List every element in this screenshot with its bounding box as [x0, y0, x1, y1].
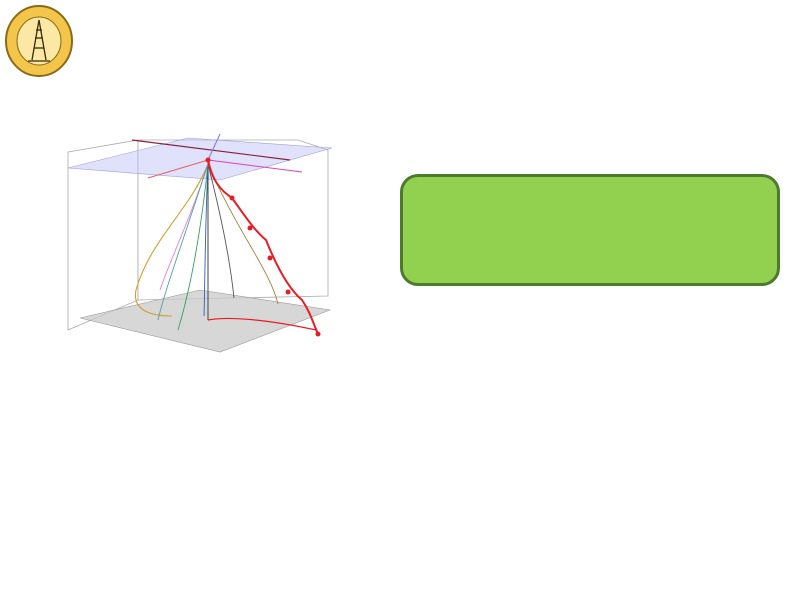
well-trajectory-figure: [40, 120, 360, 382]
department-logo: [4, 4, 74, 78]
topic-box: [400, 174, 780, 286]
